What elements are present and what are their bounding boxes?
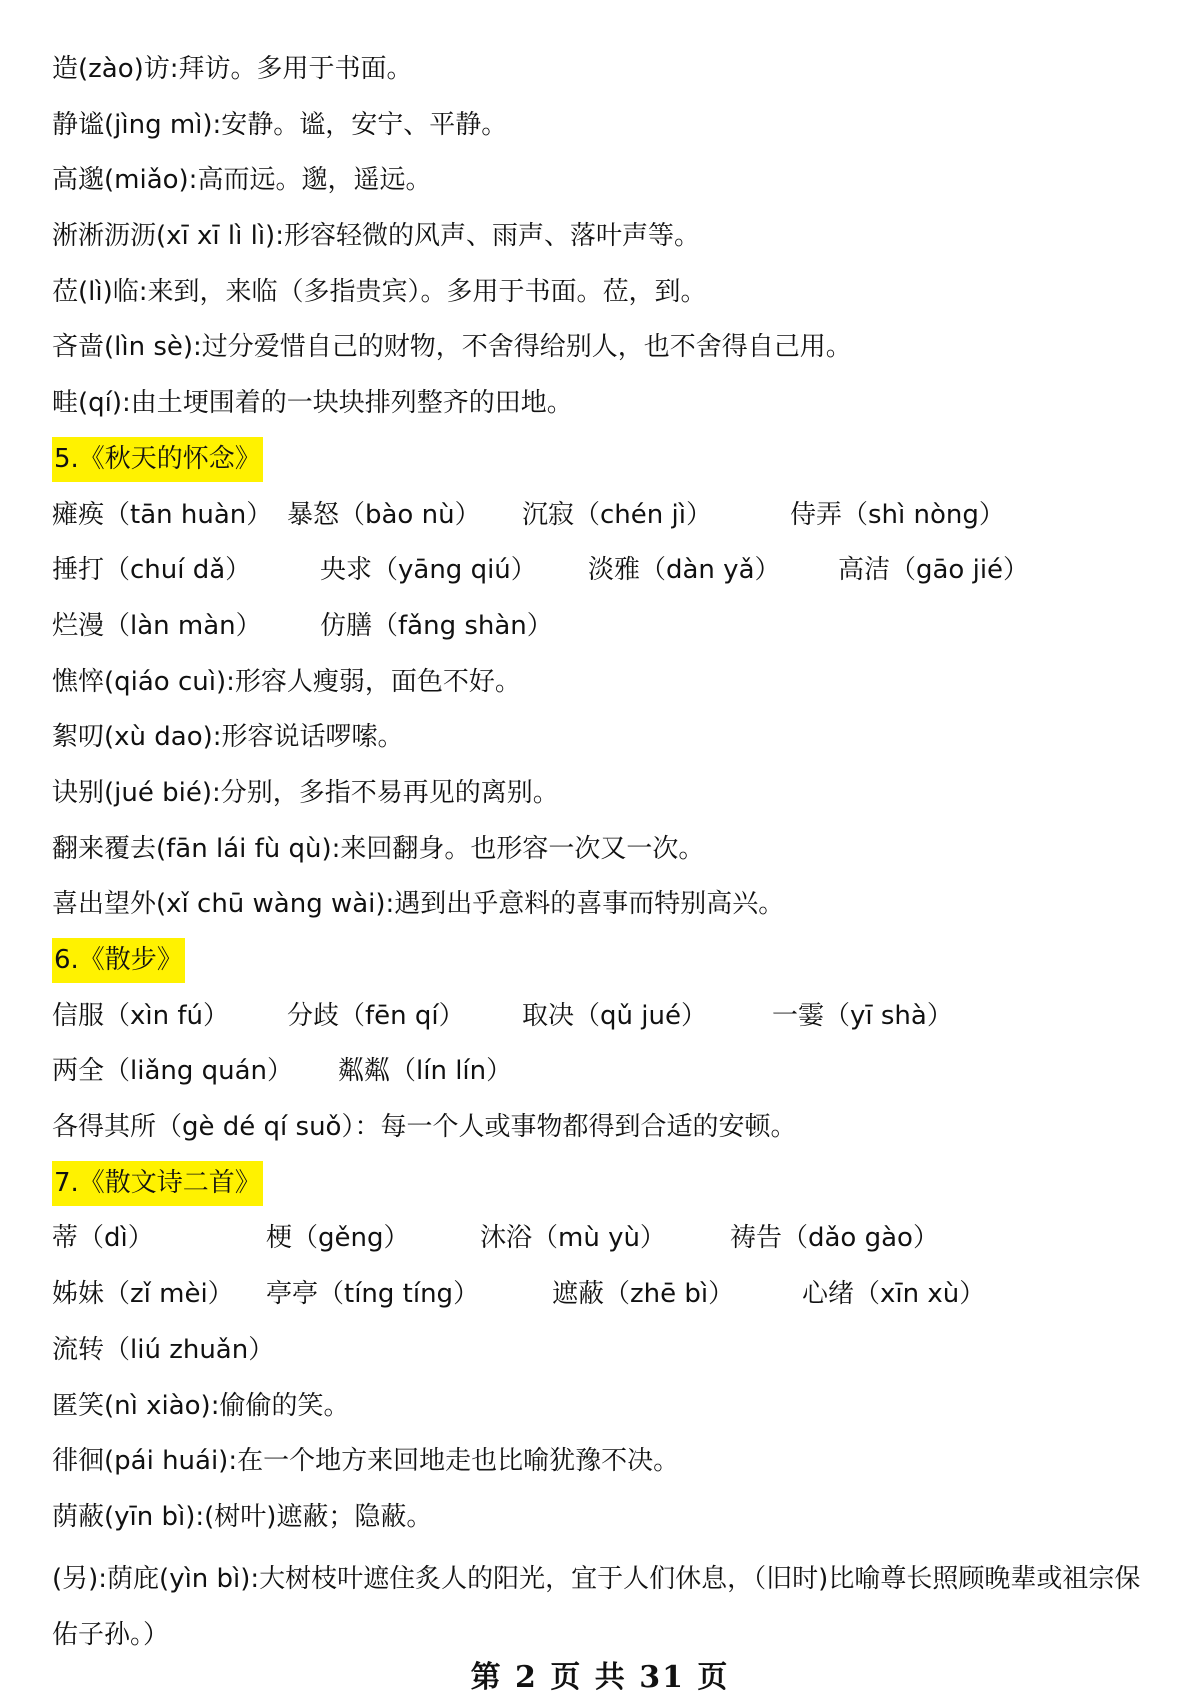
vocab-word: 梗（gěng） [266, 1223, 410, 1254]
entry-jingmi: 静谧(jìng mì):安静。谧，安宁、平静。 [52, 109, 508, 140]
vocab-word: 心绪（xīn xù） [802, 1279, 986, 1310]
entry-juebie: 诀别(jué bié):分别，多指不易再见的离别。 [52, 777, 559, 808]
vocab-word: 沐浴（mù yù） [480, 1223, 666, 1254]
vocab-word: 蒂（dì） [52, 1223, 154, 1254]
section-7-vocab-row-2 [52, 1272, 1162, 1328]
vocab-word: 仿膳（fǎng shàn） [320, 610, 553, 641]
vocab-word: 取决（qǔ jué） [522, 1000, 707, 1031]
vocab-word: 暴怒（bào nù） [287, 499, 481, 530]
entry-paihuai: 徘徊(pái huái):在一个地方来回地走也比喻犹豫不决。 [52, 1446, 680, 1477]
section-5-vocab-row-3 [52, 604, 1162, 660]
entry-xichuwangwai: 喜出望外(xǐ chū wàng wài):遇到出乎意料的喜事而特别高兴。 [52, 889, 785, 920]
vocab-word: 亭亭（tíng tíng） [266, 1279, 480, 1310]
vocab-word: 粼粼（lín lín） [338, 1056, 513, 1087]
vocab-word: 捶打（chuí dǎ） [52, 555, 252, 586]
entry-zaofang: 造(zào)访:拜访。多用于书面。 [52, 54, 413, 84]
entry-gaomiao: 高邈(miǎo):高而远。邈，遥远。 [52, 165, 432, 196]
vocab-word: 高洁（gāo jié） [838, 555, 1030, 586]
vocab-word: 瘫痪（tān huàn） [52, 499, 273, 530]
entry-qi: 畦(qí):由土埂围着的一块块排列整齐的田地。 [52, 388, 573, 419]
vocab-word: 祷告（dǎo gào） [730, 1223, 939, 1254]
document-content [52, 47, 1162, 1663]
section-5-title: 5.《秋天的怀念》 [52, 437, 263, 482]
entry-nixiao: 匿笑(nì xiào):偷偷的笑。 [52, 1390, 350, 1421]
section-6-title: 6.《散步》 [52, 938, 185, 983]
section-7-title: 7.《散文诗二首》 [52, 1161, 263, 1206]
section-6-vocab-row-1 [52, 994, 1162, 1050]
entry-lilin: 莅(lì)临:来到，来临（多指贵宾）。多用于书面。莅，到。 [52, 276, 707, 307]
section-5-vocab-row-1 [52, 493, 1162, 549]
section-7-vocab-row-3 [52, 1328, 1162, 1384]
entry-fanlaifuqu: 翻来覆去(fān lái fù qù):来回翻身。也形容一次又一次。 [52, 833, 705, 864]
vocab-word: 淡雅（dàn yǎ） [588, 555, 781, 586]
vocab-word: 流转（liú zhuǎn） [52, 1334, 275, 1365]
entry-xudao: 絮叨(xù dao):形容说话啰嗦。 [52, 722, 404, 753]
entry-linse: 吝啬(lìn sè):过分爱惜自己的财物，不舍得给别人，也不舍得自己用。 [52, 332, 852, 363]
entry-yinbi-note: (另):荫庇(yìn bì):大树枝叶遮住炙人的阳光，宜于人们休息，（旧时)比喻尊长照顾晚辈或祖宗保佑子孙。） [52, 1563, 1141, 1650]
vocab-word: 遮蔽（zhē bì） [552, 1279, 735, 1310]
vocab-word: 一霎（yī shà） [772, 1000, 953, 1031]
vocab-word: 信服（xìn fú） [52, 1000, 229, 1031]
vocab-word: 央求（yāng qiú） [320, 555, 537, 586]
section-6-vocab-row-2 [52, 1049, 1162, 1105]
vocab-word: 侍弄（shì nòng） [790, 499, 1005, 530]
section-6-heading [52, 938, 1162, 994]
entry-qiaocui: 憔悴(qiáo cuì):形容人瘦弱，面色不好。 [52, 666, 521, 697]
section-5-heading [52, 437, 1162, 493]
entry-xixilili: 淅淅沥沥(xī xī lì lì):形容轻微的风声、雨声、落叶声等。 [52, 221, 700, 252]
vocab-word: 两全（liǎng quán） [52, 1056, 294, 1087]
page-number-footer: 第 2 页 共 31 页 [470, 1660, 730, 1695]
vocab-word: 烂漫（làn màn） [52, 610, 262, 641]
entry-gedeqisuo: 各得其所（gè dé qí suǒ）：每一个人或事物都得到合适的安顿。 [52, 1112, 797, 1143]
vocab-word: 沉寂（chén jì） [522, 499, 712, 530]
section-7-heading [52, 1161, 1162, 1217]
entry-yinbi: 荫蔽(yīn bì):(树叶)遮蔽；隐蔽。 [52, 1501, 433, 1532]
section-5-vocab-row-2 [52, 548, 1162, 604]
vocab-word: 分歧（fēn qí） [287, 1000, 465, 1031]
section-7-vocab-row-1 [52, 1216, 1162, 1272]
vocab-word: 姊妹（zǐ mèi） [52, 1279, 234, 1310]
